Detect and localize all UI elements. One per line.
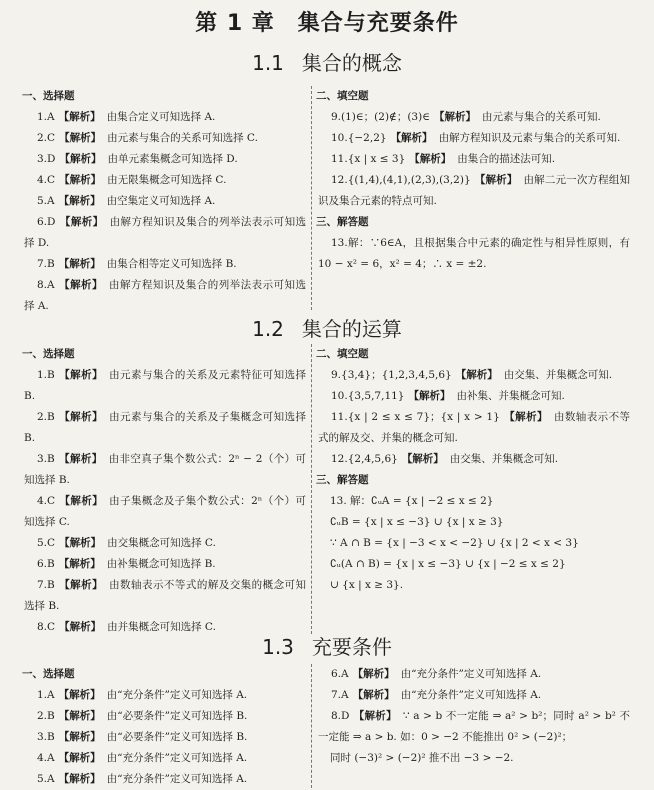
fill-blank-questions	[318, 86, 630, 310]
column-divider	[311, 664, 312, 788]
answer-item: 13.解：∵6∈A，且根据集合中元素的确定性与相异性原则，有 10 − x² = 6，x² = 4；∴ x = ±2.	[318, 237, 630, 270]
section-title-1-1: 1.1 集合的概念	[252, 51, 402, 75]
answer-item: 7.B 【解析】 由集合相等定义可知选择 B.	[37, 258, 237, 270]
answer-item: 8.D 【解析】 ∵ a > b 不一定能 ⇒ a² > b²；同时 a² > b² 不一定能 ⇒ a > b. 如：0 > −2 不能推出 0² > (−2)²；	[318, 710, 631, 743]
chapter-title: 第 1 章 集合与充要条件	[195, 11, 459, 36]
answer-item: 4.A 【解析】 由“充分条件”定义可知选择 A.	[37, 752, 248, 764]
section-title-1-3: 1.3 充要条件	[262, 635, 392, 659]
section-1-1	[0, 86, 654, 310]
subsection-heading: 二、填空题	[316, 348, 369, 360]
answer-item: 6.A 【解析】 由“充分条件”定义可知选择 A.	[331, 668, 542, 680]
answer-item: 8.C 【解析】 由并集概念可知选择 C.	[37, 621, 216, 633]
answer-item: 10.{−2,2} 【解析】 由解方程知识及元素与集合的关系可知.	[331, 132, 621, 144]
subsection-heading: 一、选择题	[22, 90, 75, 102]
answer-item: 5.C 【解析】 由交集概念可知选择 C.	[37, 537, 216, 549]
answer-item: 4.C 【解析】 由无限集概念可知选择 C.	[37, 174, 227, 186]
answer-item: 9.{3,4}；{1,2,3,4,5,6} 【解析】 由交集、并集概念可知.	[331, 369, 613, 381]
solution-line: ∵ A ∩ B = {x | −3 < x < −2} ∪ {x | 2 < x < 3}	[330, 537, 579, 549]
answer-item: 2.C 【解析】 由元素与集合的关系可知选择 C.	[37, 132, 258, 144]
solution-line: ∁ᵤ(A ∩ B) = {x | x ≤ −3} ∪ {x | −2 ≤ x ≤ 2}	[330, 558, 566, 570]
column-divider	[311, 86, 312, 310]
answer-item: 4.C 【解析】 由子集概念及子集个数公式：2ⁿ（个）可知选择 C.	[24, 495, 306, 528]
answer-item: 5.A 【解析】 由“充分条件”定义可知选择 A.	[37, 773, 248, 785]
answer-item: 12.{(1,4),(4,1),(2,3),(3,2)} 【解析】 由解二元一次方程组知识及集合元素的特点可知.	[318, 174, 631, 207]
answer-item: 5.A 【解析】 由空集定义可知选择 A.	[37, 195, 216, 207]
fill-blank-questions	[318, 344, 630, 634]
answer-item: 1.B 【解析】 由元素与集合的关系及元素特征可知选择 B.	[24, 369, 307, 402]
answer-item: 7.B 【解析】 由数轴表示不等式的解及交集的概念可知选择 B.	[24, 579, 307, 612]
subsection-heading: 二、填空题	[316, 90, 369, 102]
answer-item: 8.A 【解析】 由解方程知识及集合的列举法表示可知选择 A.	[24, 279, 307, 312]
solution-line: ∪ {x | x ≥ 3}.	[330, 579, 404, 591]
answer-item: 2.B 【解析】 由“必要条件”定义可知选择 B.	[37, 710, 248, 722]
subsection-heading: 一、选择题	[22, 348, 75, 360]
answer-item: 11.{x | x ≤ 3} 【解析】 由集合的描述法可知.	[331, 153, 556, 165]
answer-item: 10.{3,5,7,11} 【解析】 由补集、并集概念可知.	[331, 390, 565, 402]
choice-questions-continued	[318, 664, 630, 788]
section-1-2	[0, 344, 654, 634]
answer-item: 6.D 【解析】 由解方程知识及集合的列举法表示可知选择 D.	[24, 216, 307, 249]
choice-questions	[24, 86, 306, 310]
solution-line: ∁ᵤB = {x | x ≤ −3} ∪ {x | x ≥ 3}	[330, 516, 504, 528]
answer-item: 2.B 【解析】 由元素与集合的关系及子集概念可知选择 B.	[24, 411, 307, 444]
answer-item: 11.{x | 2 ≤ x ≤ 7}；{x | x > 1} 【解析】 由数轴表示不等式的解及交、并集的概念可知.	[318, 411, 631, 444]
section-1-3	[0, 664, 654, 788]
answer-item: 12.{2,4,5,6} 【解析】 由交集、并集概念可知.	[331, 453, 559, 465]
answer-item: 6.B 【解析】 由补集概念可知选择 B.	[37, 558, 216, 570]
answer-item: 1.A 【解析】 由“充分条件”定义可知选择 A.	[37, 689, 248, 701]
answer-item: 3.B 【解析】 由非空真子集个数公式：2ⁿ − 2（个）可知选择 B.	[24, 453, 306, 486]
subsection-heading: 一、选择题	[22, 668, 75, 680]
column-divider	[311, 344, 312, 634]
choice-questions	[24, 344, 306, 634]
answer-item: 3.B 【解析】 由“必要条件”定义可知选择 B.	[37, 731, 248, 743]
answer-item: 9.(1)∈；(2)∉；(3)∈ 【解析】 由元素与集合的关系可知.	[331, 111, 601, 123]
section-title-1-2: 1.2 集合的运算	[252, 317, 402, 341]
subsection-heading: 三、解答题	[316, 216, 369, 228]
solution-line: 13. 解：∁ᵤA = {x | −2 ≤ x ≤ 2}	[330, 495, 494, 507]
answer-item: 3.D 【解析】 由单元素集概念可知选择 D.	[37, 153, 238, 165]
answer-item: 7.A 【解析】 由“充分条件”定义可知选择 A.	[331, 689, 542, 701]
subsection-heading: 三、解答题	[316, 474, 369, 486]
choice-questions	[24, 664, 306, 788]
solution-line: 同时 (−3)² > (−2)² 推不出 −3 > −2.	[330, 752, 514, 764]
answer-item: 1.A 【解析】 由集合定义可知选择 A.	[37, 111, 216, 123]
